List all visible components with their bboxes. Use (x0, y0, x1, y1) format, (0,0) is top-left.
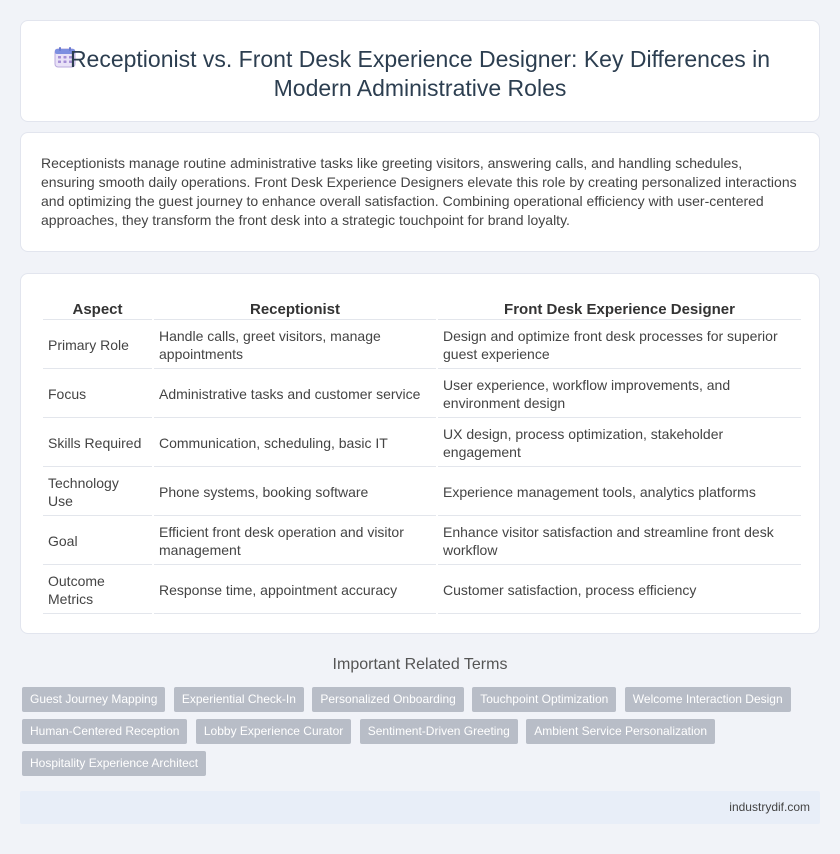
table-cell-designer: Experience management tools, analytics platforms (438, 469, 801, 516)
table-cell-receptionist: Handle calls, greet visitors, manage appointments (154, 322, 436, 369)
table-cell-designer: User experience, workflow improvements, and environment design (438, 371, 801, 418)
table-header-row (43, 296, 801, 320)
related-term-tag[interactable]: Guest Journey Mapping (22, 687, 165, 712)
header-experience-designer: Front Desk Experience Designer (438, 296, 801, 320)
table-row (43, 518, 801, 565)
related-term-tag[interactable]: Personalized Onboarding (312, 687, 463, 712)
table-cell-designer: Design and optimize front desk processes for superior guest experience (438, 322, 801, 369)
table-cell-aspect: Focus (43, 371, 152, 418)
table-cell-aspect: Technology Use (43, 469, 152, 516)
table-cell-receptionist: Phone systems, booking software (154, 469, 436, 516)
related-term-tag[interactable]: Human-Centered Reception (22, 719, 187, 744)
related-term-tag[interactable]: Ambient Service Personalization (526, 719, 715, 744)
table-cell-receptionist: Communication, scheduling, basic IT (154, 420, 436, 467)
related-term-tag[interactable]: Experiential Check-In (174, 687, 304, 712)
related-terms-list (22, 687, 822, 783)
related-terms-title: Important Related Terms (332, 656, 508, 673)
related-term-tag[interactable]: Sentiment-Driven Greeting (360, 719, 518, 744)
table-cell-aspect: Primary Role (43, 322, 152, 369)
table-cell-designer: Customer satisfaction, process efficiency (438, 567, 801, 614)
table-cell-designer: Enhance visitor satisfaction and streamline front desk workflow (438, 518, 801, 565)
related-term-tag[interactable]: Lobby Experience Curator (196, 719, 351, 744)
table-row (43, 469, 801, 516)
table-row (43, 420, 801, 467)
related-term-tag[interactable]: Welcome Interaction Design (625, 687, 791, 712)
table-cell-receptionist: Efficient front desk operation and visitor management (154, 518, 436, 565)
related-term-tag[interactable]: Hospitality Experience Architect (22, 751, 206, 776)
table-cell-receptionist: Administrative tasks and customer service (154, 371, 436, 418)
comparison-table (41, 294, 803, 616)
footer (20, 791, 820, 824)
table-cell-aspect: Outcome Metrics (43, 567, 152, 614)
table-cell-aspect: Skills Required (43, 420, 152, 467)
table-cell-aspect: Goal (43, 518, 152, 565)
table-row (43, 371, 801, 418)
header-card (20, 20, 820, 122)
header-aspect: Aspect (43, 296, 152, 320)
page-title: Receptionist vs. Front Desk Experience Designer: Key Differences in Modern Administrative Roles (69, 46, 771, 101)
table-row (43, 567, 801, 614)
header-receptionist: Receptionist (154, 296, 436, 320)
table-row (43, 322, 801, 369)
footer-site-link[interactable]: industrydif.com (729, 800, 810, 814)
table-cell-designer: UX design, process optimization, stakeholder engagement (438, 420, 801, 467)
related-term-tag[interactable]: Touchpoint Optimization (472, 687, 616, 712)
intro-paragraph: Receptionists manage routine administrative tasks like greeting visitors, answering calls, and handling schedules, ensuring smooth daily operations. Front Desk Experience Designers elevate this role by creating personalized interactions and optimizing the guest journey to enhance overall satisfaction. Combining operational efficiency with user-centered approaches, they transform the front desk into a strategic touchpoint for brand loyalty. (41, 155, 797, 228)
comparison-table-card (20, 273, 820, 634)
table-cell-receptionist: Response time, appointment accuracy (154, 567, 436, 614)
intro-card (20, 132, 820, 252)
